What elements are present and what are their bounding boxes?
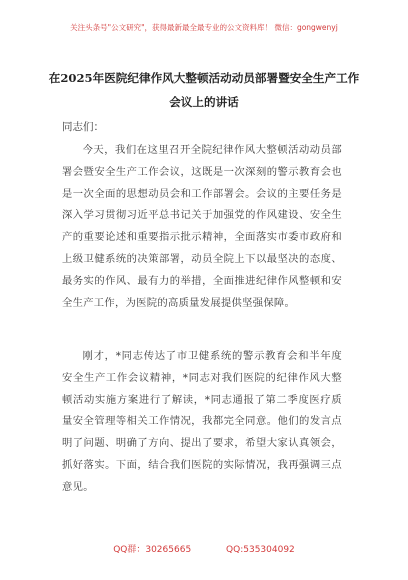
body-paragraph: 刚才，*同志传达了市卫健系统的警示教育会和半年度安全生产工作会议精神，*同志对我们医院的纪律作风大整顿活动实施方案进行了解读，*同志通报了第二季度医疗质量安全管理等相关工作情况，我都完全同意。他们的发言点明了问题、明确了方向、提出了要求，希望大家认真领会，抓好落实。下面，结合我们医院的实际情况，我再强调三点意见。: [62, 350, 342, 493]
document-title: 在2025年医院纪律作风大整顿活动动员部署暨安全生产工作会议上的讲话: [48, 71, 360, 109]
footer-contact: [0, 542, 408, 555]
qq-group-text: QQ群：30265665: [113, 545, 192, 555]
salutation: 同志们：: [62, 121, 104, 133]
body-paragraph: 今天，我们在这里召开全院纪律作风大整顿活动动员部署会暨安全生产工作会议，这既是一次深刻的警示教育会也是一次全面的思想动员会和工作部署会。会议的主要任务是深入学习贯彻习近平总书记关于加强党的作风建设、安全生产的重要论述和重要指示批示精神，全面落实市委市政府和上级卫健系统的决策部署，动员全院上下以最坚决的态度、最务实的作风、最有力的举措，全面推进纪律作风整顿和安全生产工作，为医院的高质量发展提供坚强保障。: [62, 144, 342, 309]
header-banner: 关注头条号"公文研究"，获得最新最全最专业的公文资料库！ 微信：gongwenyj: [70, 23, 338, 32]
qq-text: QQ:535304092: [226, 545, 295, 555]
